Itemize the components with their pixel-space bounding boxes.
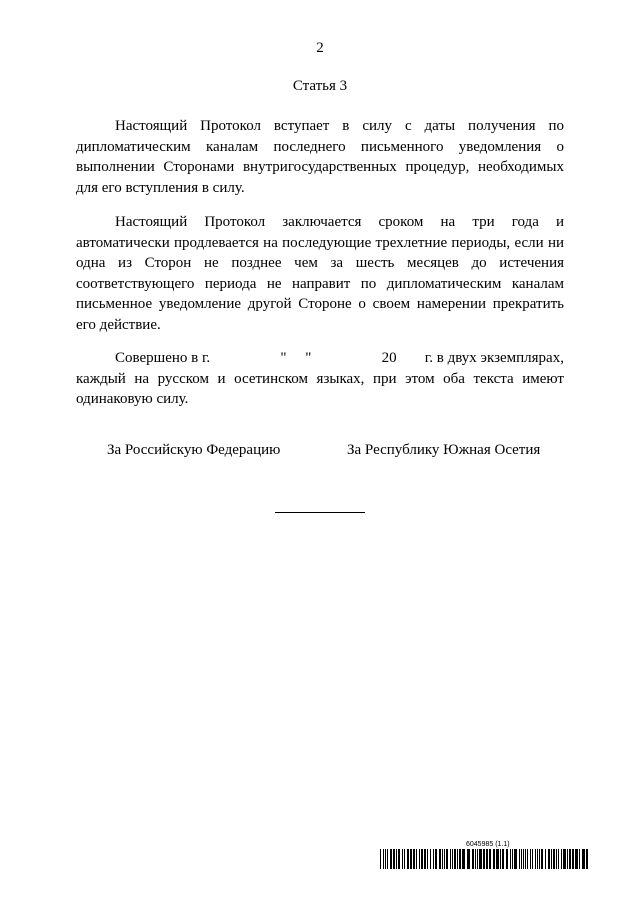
paragraph-lead: Настоящий Протокол вступает в силу с даты получения — [115, 118, 536, 134]
paragraph-done-at — [76, 348, 564, 410]
paragraph-rest: по дипломатическим каналам последнего письменного уведомления о выполнении Сторонами внутригосударственных процедур, необходимых для его вступления в силу. — [76, 118, 564, 196]
done-at-year: 20 — [381, 350, 397, 366]
article-title: Статья 3 — [292, 78, 348, 94]
page-number: 2 — [316, 40, 324, 56]
paragraph-lead: Настоящий Протокол заключается сроком на три года — [115, 214, 539, 230]
done-at-line — [76, 348, 564, 369]
paragraph-duration — [76, 212, 564, 336]
paragraph-rest: и автоматически продлевается на последующие трехлетние периоды, если ни одна из Сторон не позднее чем за шесть месяцев до истечения соответствующего периода не направит по дипломатическим каналам письменное уведомление другой Стороне о своем намерении прекратить его действие. — [76, 214, 565, 333]
barcode — [380, 849, 589, 869]
paragraph-entry-into-force — [76, 116, 564, 198]
paragraph-rest: каждый на русском и осетинском языках, при этом оба текста имеют одинаковую силу. — [76, 370, 564, 408]
signature-south-ossetia: За Республику Южная Осетия — [347, 442, 541, 458]
separator-line — [275, 512, 365, 513]
done-at-date-quotes: " " — [280, 350, 312, 366]
done-at-copies: г. в двух экземплярах, — [424, 350, 564, 366]
barcode-caption: 6045985 (1.1) — [466, 841, 510, 848]
signature-russian-federation: За Российскую Федерацию — [107, 442, 281, 458]
done-at-city-label: Совершено в г. — [115, 350, 211, 366]
